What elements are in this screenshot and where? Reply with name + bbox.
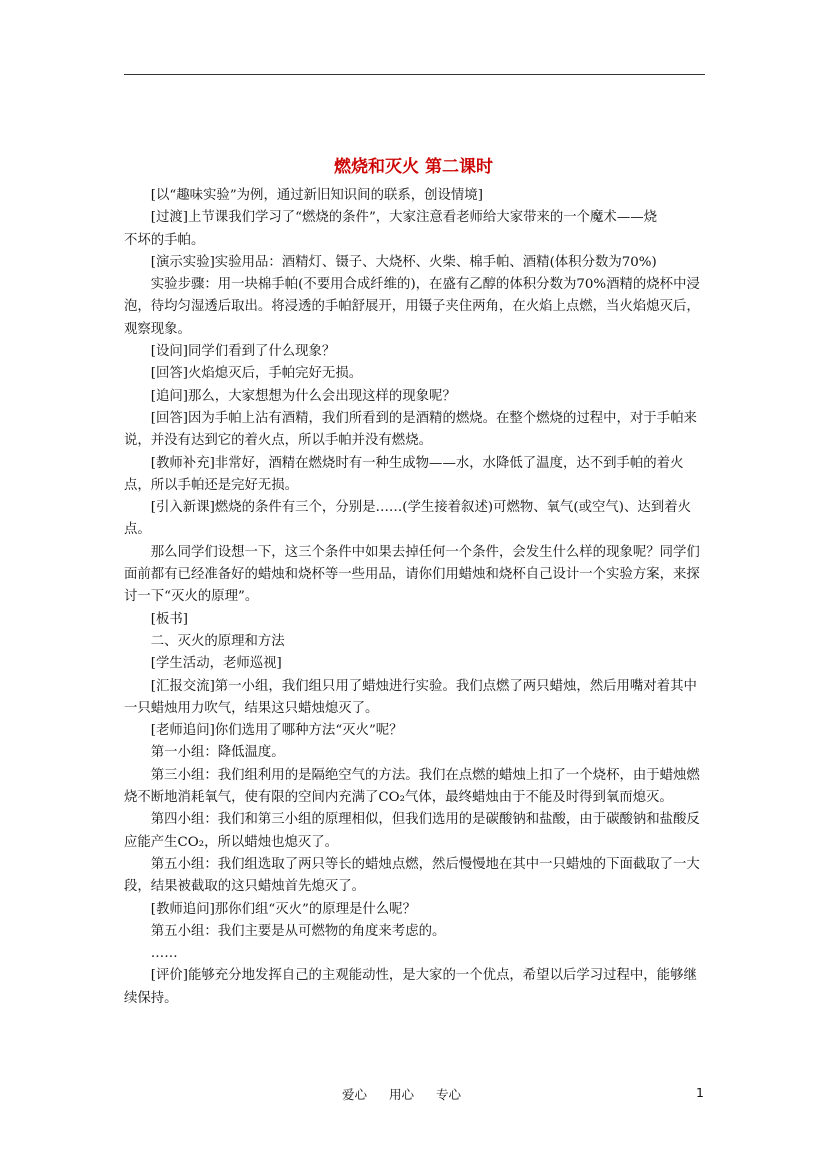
paragraph: [教师追问]那你们组“灭火”的原理是什么呢？ xyxy=(150,901,416,917)
paragraph: 第三小组：我们组利用的是隔绝空气的方法。我们在点燃的蜡烛上扣了一个烧杯，由于蜡烛燃烧不断地消耗氧气，使有限的空间内充满了CO₂气体，最终蜡烛由于不能及时得到氧而熄灭。 xyxy=(124,767,700,806)
page-number: 1 xyxy=(696,1085,704,1100)
paragraph: [演示实验]实验用品：酒精灯、镊子、大烧杯、火柴、棉手帕、酒精(体积分数为70%) xyxy=(150,254,657,270)
footer-motto-word: 专心 xyxy=(436,1087,462,1102)
paragraph: 第五小组：我们组选取了两只等长的蜡烛点燃，然后慢慢地在其中一只蜡烛的下面截取了一大段，结果被截取的这只蜡烛首先熄灭了。 xyxy=(124,856,700,895)
paragraph: 第四小组：我们和第三小组的原理相似，但我们选用的是碳酸钠和盐酸，由于碳酸钠和盐酸反应能产生CO₂，所以蜡烛也熄灭了。 xyxy=(124,812,700,850)
paragraph: 第五小组：我们主要是从可燃物的角度来考虑的。 xyxy=(150,923,446,939)
paragraph: [学生活动，老师巡视] xyxy=(150,656,282,672)
paragraph: [回答]火焰熄灭后，手帕完好无损。 xyxy=(150,366,363,382)
paragraph: [追问]那么，大家想想为什么会出现这样的现象呢？ xyxy=(150,388,456,404)
paragraph: 实验步骤：用一块棉手帕(不要用合成纤维的)，在盛有乙醇的体积分数为70%酒精的烧杯中浸泡，待均匀湿透后取出。将浸透的手帕舒展开，用镊子夹住两角，在火焰上点燃，当火焰熄灭后，观察现象。 xyxy=(124,277,700,337)
header-rule xyxy=(124,74,705,75)
paragraph: [教师补充]非常好，酒精在燃烧时有一种生成物——水，水降低了温度，达不到手帕的着火点，所以手帕还是完好无损。 xyxy=(124,455,684,493)
paragraph: [汇报交流]第一小组，我们组只用了蜡烛进行实验。我们点燃了两只蜡烛，然后用嘴对着其中一只蜡烛用力吹气，结果这只蜡烛熄灭了。 xyxy=(124,678,697,716)
paragraph: …… xyxy=(150,946,178,962)
paragraph: [设问]同学们看到了什么现象？ xyxy=(150,344,336,360)
paragraph: [引入新课]燃烧的条件有三个，分别是……(学生接着叙述)可燃物、氧气(或空气)、达到着火点。 xyxy=(124,500,691,538)
paragraph: 那么同学们设想一下，这三个条件中如果去掉任何一个条件，会发生什么样的现象呢？同学们面前都有已经准备好的蜡烛和烧杯等一些用品，请你们用蜡烛和烧杯自己设计一个实验方案，来探讨一下“灭火的原理”。 xyxy=(124,544,700,605)
paragraph: [过渡]上节课我们学习了“燃烧的条件”，大家注意看老师给大家带来的一个魔术——烧 xyxy=(150,210,657,226)
footer-motto-word: 用心 xyxy=(389,1087,415,1102)
paragraph: 不坏的手帕。 xyxy=(124,232,205,248)
paragraph: [老师追问]你们选用了哪种方法“灭火”呢？ xyxy=(150,723,403,739)
document-body xyxy=(124,185,710,1010)
page-title: 燃烧和灭火 第二课时 xyxy=(334,157,493,177)
paragraph: [回答]因为手帕上沾有酒精，我们所看到的是酒精的燃烧。在整个燃烧的过程中，对于手帕来说，并没有达到它的着火点，所以手帕并没有燃烧。 xyxy=(124,410,697,449)
footer-motto xyxy=(342,1085,483,1103)
paragraph: [评价]能够充分地发挥自己的主观能动性，是大家的一个优点，希望以后学习过程中，能够继续保持。 xyxy=(124,968,697,1006)
paragraph: [板书] xyxy=(150,611,189,627)
section-heading: 二、灭火的原理和方法 xyxy=(150,633,285,649)
footer-motto-word: 爱心 xyxy=(342,1087,368,1102)
paragraph: 第一小组：降低温度。 xyxy=(150,745,285,761)
paragraph: [以“趣味实验”为例，通过新旧知识间的联系，创设情境] xyxy=(150,188,483,203)
